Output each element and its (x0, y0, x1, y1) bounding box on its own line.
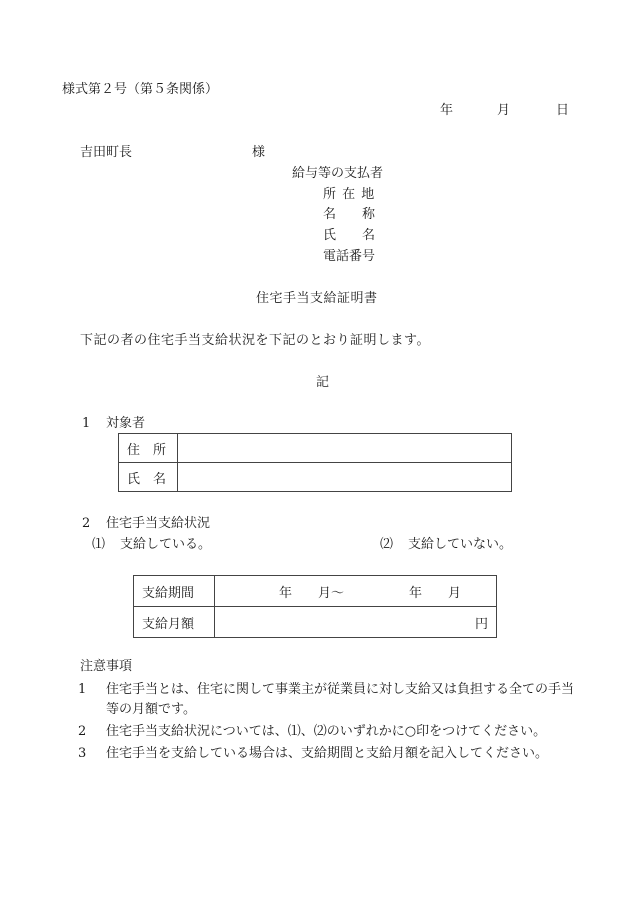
note-number: 2 (78, 724, 87, 739)
addressee-name: 吉田町長 (80, 145, 133, 160)
note-text: 住宅手当支給状況については、⑴、⑵のいずれかに○印をつけてください。 (106, 724, 547, 739)
target-person-table (118, 433, 512, 492)
section2-number: 2 (82, 516, 91, 531)
note-item (80, 722, 580, 742)
intro-text: 下記の者の住宅手当支給状況を下記のとおり証明します。 (80, 333, 430, 348)
allowance-table (133, 575, 497, 638)
note-text: 住宅手当とは、住宅に関して事業主が従業員に対し支給又は負担する全ての手当等の月額です。 (106, 682, 575, 717)
date-year-label: 年 (440, 103, 454, 118)
section1-heading: 対象者 (106, 416, 146, 431)
period-value[interactable]: 年 月～ 年 月 (215, 576, 497, 607)
notes-heading: 注意事項 (80, 659, 133, 674)
document-title: 住宅手当支給証明書 (256, 291, 378, 306)
section2-heading: 住宅手当支給状況 (106, 516, 211, 531)
note-item (80, 680, 580, 720)
section1-number: 1 (82, 416, 91, 431)
addressee-honorific: 様 (252, 145, 266, 160)
period-label: 支給期間 (134, 576, 215, 607)
ki-heading: 記 (316, 375, 330, 390)
payer-phone-label: 電話番号 (323, 249, 376, 264)
monthly-value[interactable]: 円 (215, 607, 497, 638)
payer-address-label: 所 在 地 (323, 187, 376, 202)
payer-name-label: 名 称 (323, 207, 376, 222)
note-text: 住宅手当を支給している場合は、支給期間と支給月額を記入してください。 (106, 746, 549, 761)
note-number: 1 (78, 682, 87, 697)
note-number: 3 (78, 746, 87, 761)
date-day-label: 日 (556, 103, 570, 118)
note-item (80, 744, 580, 764)
target-name-label: 氏 名 (119, 463, 178, 492)
payer-person-label: 氏 名 (323, 228, 376, 243)
payer-title: 給与等の支払者 (292, 166, 384, 181)
target-name-field[interactable] (178, 463, 512, 492)
option1-number[interactable]: ⑴ (92, 537, 106, 552)
option1-text[interactable]: 支給している。 (120, 537, 212, 552)
target-address-field[interactable] (178, 434, 512, 463)
form-number: 様式第２号（第５条関係） (62, 82, 219, 97)
target-address-label: 住 所 (119, 434, 178, 463)
date-month-label: 月 (497, 103, 511, 118)
option2-text[interactable]: 支給していない。 (408, 537, 513, 552)
option2-number[interactable]: ⑵ (380, 537, 394, 552)
notes-list (80, 680, 580, 764)
monthly-label: 支給月額 (134, 607, 215, 638)
